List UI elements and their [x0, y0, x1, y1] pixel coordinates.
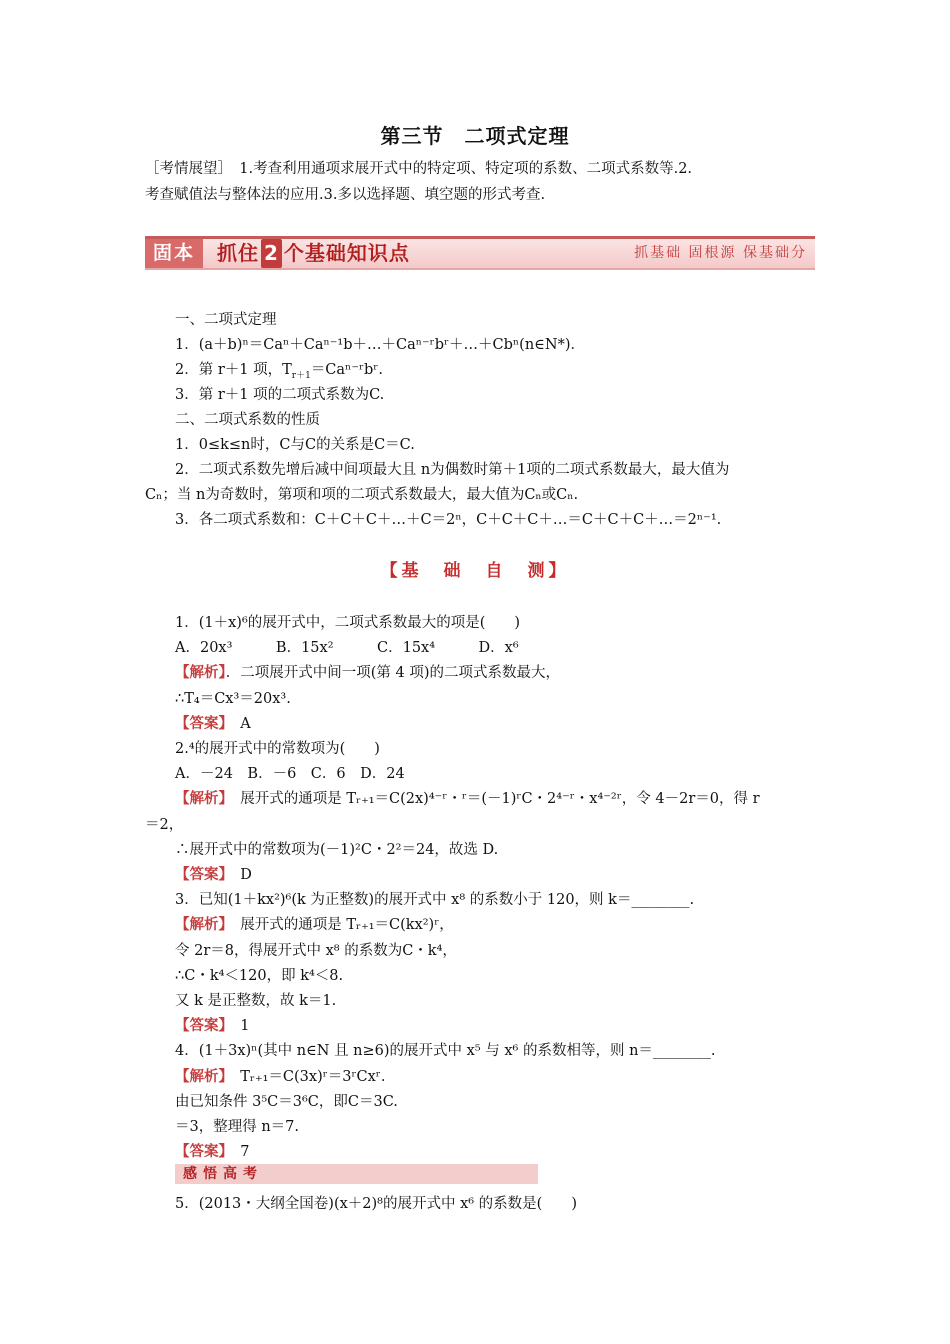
problem-line: ∴T₄＝Cx³＝20x³.: [175, 691, 291, 707]
knowledge-line-2-sub: r＋1: [291, 370, 311, 381]
problem-line: 2.⁴的展开式中的常数项为( ): [175, 741, 380, 757]
problem-line: [175, 913, 454, 934]
problem-line: 又 k 是正整数，故 k＝1.: [175, 993, 337, 1009]
problem-tag: 【解析】: [175, 916, 226, 933]
banner-title: [217, 239, 410, 268]
knowledge-line-5: 2．二项式系数先增后减中间项最大且 n为偶数时第＋1项的二项式系数最大，最大值为: [175, 462, 730, 478]
banner-title-num: 2: [261, 239, 282, 268]
page-title: 第三节 二项式定理: [380, 124, 570, 148]
section-banner: [145, 236, 815, 270]
problem-line: [175, 1065, 385, 1086]
problem-line: 由已知条件 3⁵C＝3⁶C，即C＝3C.: [175, 1094, 398, 1110]
problem-tag: 【答案】: [175, 1017, 226, 1034]
problem-tag: 【解析】: [175, 1068, 226, 1085]
self-test-heading: 【基 础 自 测】: [380, 561, 570, 581]
problem-line: [175, 1140, 249, 1161]
problem-line: A．－24 B．－6 C．6 D．24: [175, 766, 405, 782]
problem-text: ．二项展开式中间一项(第 4 项)的二项式系数最大，: [225, 665, 561, 681]
problem-line: ＝3，整理得 n＝7.: [175, 1119, 300, 1135]
problem-line: A．20x³ B．15x² C．15x⁴ D．x⁶: [175, 640, 519, 656]
problem-text: A: [225, 716, 251, 732]
problem-line: [175, 863, 252, 884]
knowledge-heading-1: 一、二项式定理: [175, 312, 277, 328]
gaokao-heading: 感悟高考: [175, 1164, 538, 1184]
problem-text: D: [225, 867, 252, 883]
problem-line: ∴C・k⁴＜120，即 k⁴＜8.: [175, 968, 344, 984]
problem-tag: 【答案】: [175, 715, 226, 732]
banner-title-post: 个基础知识点: [283, 241, 410, 265]
banner-slogan: 抓基础 固根源 保基础分: [634, 245, 807, 261]
problem-text: 展开式的通项是 Tᵣ₊₁＝C(kx²)ʳ，: [225, 917, 454, 933]
knowledge-line-1: 1．(a＋b)ⁿ＝Caⁿ＋Caⁿ⁻¹b＋…＋Caⁿ⁻ʳbʳ＋…＋Cbⁿ(n∈N*)．: [175, 337, 585, 353]
banner-title-pre: 抓住: [217, 241, 259, 265]
problem-text: 7: [225, 1144, 250, 1160]
problem-text: Tᵣ₊₁＝C(3x)ʳ＝3ʳCxʳ.: [225, 1069, 386, 1085]
problem-tag: 【解析】: [175, 790, 226, 807]
problem-text: 1: [225, 1018, 250, 1034]
problem-line: 3．已知(1＋kx²)⁶(k 为正整数)的展开式中 x⁸ 的系数小于 120，则 k＝________.: [175, 892, 695, 908]
knowledge-line-2-post: ＝Caⁿ⁻ʳbʳ.: [310, 362, 383, 378]
problem-line: [175, 712, 251, 733]
problem-line: 令 2r＝8，得展开式中 x⁸ 的系数为C・k⁴，: [175, 943, 457, 959]
knowledge-heading-2: 二、二项式系数的性质: [175, 412, 320, 428]
knowledge-line-2: [175, 358, 383, 379]
knowledge-line-3: 3．第 r＋1 项的二项式系数为C.: [175, 387, 385, 403]
problem-tag: 【答案】: [175, 866, 226, 883]
intro-line-2: 考查赋值法与整体法的应用.3.多以选择题、填空题的形式考查.: [145, 187, 546, 203]
banner-tag: 固本: [145, 239, 203, 268]
intro-line-1: ［考情展望］ 1.考查利用通项求展开式中的特定项、特定项的系数、二项式系数等.2.: [145, 161, 693, 177]
knowledge-line-2-pre: 2．第 r＋1 项，T: [175, 362, 292, 378]
problem-line: 4．(1＋3x)ⁿ(其中 n∈N 且 n≥6)的展开式中 x⁵ 与 x⁶ 的系数相等，则 n＝________.: [175, 1043, 716, 1059]
knowledge-line-6: Cₙ；当 n为奇数时，第项和项的二项式系数最大，最大值为Cₙ或Cₙ.: [145, 487, 579, 503]
problem-tag: 【答案】: [175, 1143, 226, 1160]
problem-line: ＝2，: [145, 817, 184, 833]
problem-line: 1．(1＋x)⁶的展开式中，二项式系数最大的项是( ): [175, 615, 521, 631]
knowledge-line-7: 3．各二项式系数和：C＋C＋C＋…＋C＝2ⁿ，C＋C＋C＋…＝C＋C＋C＋…＝2ⁿ⁻¹.: [175, 512, 722, 528]
problem-text: 展开式的通项是 Tᵣ₊₁＝C(2x)⁴⁻ʳ・ʳ＝(－1)ʳC・2⁴⁻ʳ・x⁴⁻²ʳ，令 4－2r＝0，得 r: [225, 791, 760, 807]
problem-tag: 【解析】: [175, 664, 226, 681]
problem-line: [175, 1014, 249, 1035]
problem-5: 5．(2013・大纲全国卷)(x＋2)⁸的展开式中 x⁶ 的系数是( ): [175, 1196, 577, 1212]
problem-line: [175, 787, 760, 808]
problem-line: [175, 661, 560, 682]
problem-line: ∴展开式中的常数项为(－1)²C・2²＝24，故选 D.: [175, 842, 499, 858]
knowledge-line-4: 1．0≤k≤n时，C与C的关系是C＝C.: [175, 437, 415, 453]
